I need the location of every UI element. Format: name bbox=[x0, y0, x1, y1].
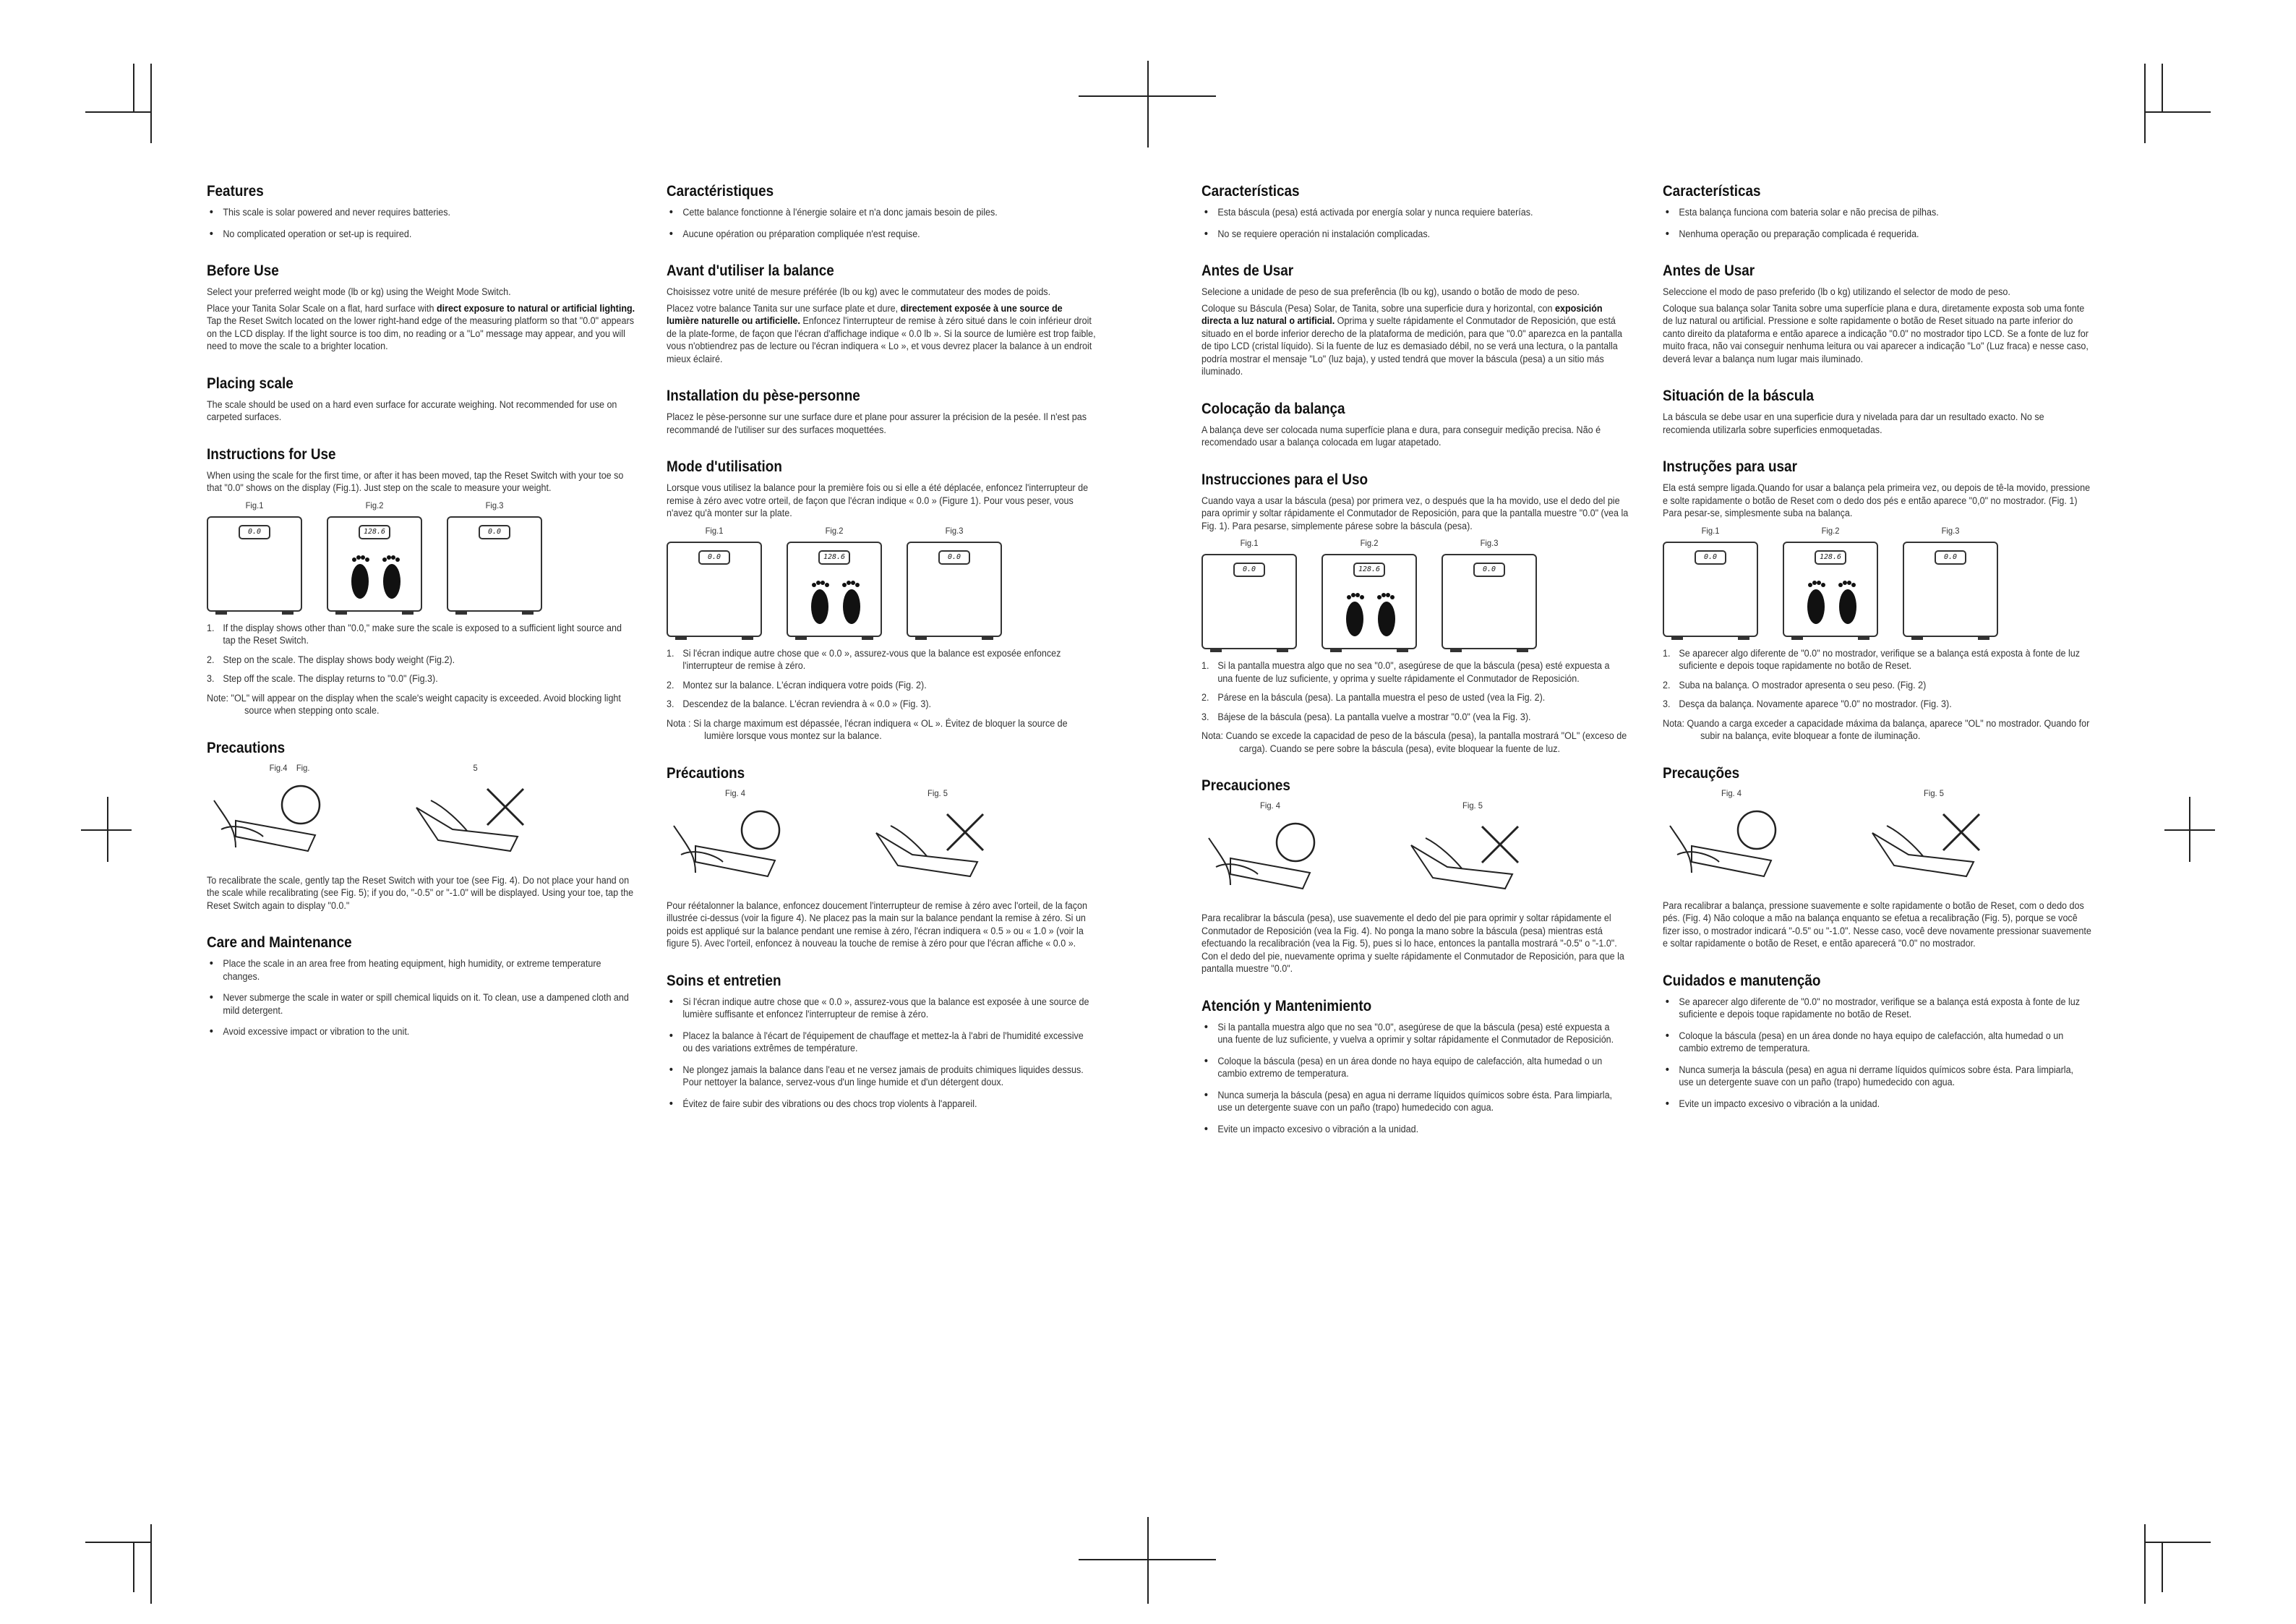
care-heading: Soins et entretien bbox=[667, 972, 781, 989]
features-heading: Características bbox=[1663, 183, 1761, 200]
figure-row bbox=[667, 526, 1100, 637]
precautions-section bbox=[667, 764, 1100, 950]
crop-mark bbox=[2144, 1524, 2146, 1604]
paragraph: Place your Tanita Solar Scale on a flat, hard surface with direct exposure to natural or artificial lighting. Tap the Reset Switch located on the lower right-hand edge of the measuring platform so that "0.0" appears on the LCD display. If the light source is too dim, no reading or a "Lo" message may appear, and you will need to move the scale to a brighter location. bbox=[207, 302, 635, 351]
list-item: • Cette balance fonctionne à l'énergie solaire et n'a donc jamais besoin de piles. bbox=[667, 206, 1090, 219]
precautions-section bbox=[1201, 777, 1635, 975]
list-item: • Avoid excessive impact or vibration to the unit. bbox=[207, 1025, 630, 1038]
list-item: • Si l'écran indique autre chose que « 0.0 », assurez-vous que la balance est exposée à une source de lumière suffisante et enfoncez l'interrupteur de remise à zéro. bbox=[667, 996, 1090, 1021]
column-portuguese bbox=[1663, 182, 2096, 1132]
crop-mark bbox=[85, 111, 152, 113]
paragraph: Placez votre balance Tanita sur une surface plate et dure, directement exposée à une source de lumière naturelle ou artificielle. Enfoncez l'interrupteur de remise à zéro situé dans le coin inférieur droit de la plate-forme, de façon que l'écran d'affichage indique « 0.0 lb ». Si la source de lumière est trop faible, vous n'obtiendrez pas de lecture ou l'écran indiquera « Lo », et vous devrez placer la balance à un endroit mieux éclairé. bbox=[667, 302, 1096, 364]
features-heading: Características bbox=[1201, 183, 1300, 200]
instructions-heading: Instructions for Use bbox=[207, 445, 336, 463]
before-use-section bbox=[1201, 262, 1635, 378]
precautions-section bbox=[207, 739, 641, 913]
list-item: • Coloque la báscula (pesa) en un área donde no haya equipo de calefacción, alta humedad o un cambio extremo de temperatura. bbox=[1201, 1055, 1625, 1080]
features-heading: Features bbox=[207, 183, 264, 200]
crop-mark bbox=[2162, 1542, 2163, 1592]
precautions-heading: Precautions bbox=[207, 739, 286, 756]
figure-3: Fig.3 0.0 bbox=[1903, 526, 1998, 637]
scale-illustration: 0.0 bbox=[447, 516, 542, 612]
figure-1: Fig.1 0.0 bbox=[207, 500, 302, 612]
list-item: 3. Descendez de la balance. L'écran reviendra à « 0.0 » (Fig. 3). bbox=[667, 698, 931, 709]
hand-press-illustration bbox=[1404, 816, 1541, 896]
paragraph: Ela está sempre ligada.Quando for usar a balança pela primeira vez, ou depois de tê-la movido, pressione e solte rapidamente o botão de Reset com o dedo dos pés e então aparece "0,0" no mostrador. (Fig. 1) Para pesar-se, simplesmente suba na balança. bbox=[1663, 482, 2091, 518]
toe-tap-illustration bbox=[1201, 816, 1339, 896]
scale-illustration: 0.0 bbox=[1442, 554, 1537, 649]
paragraph: Placez le pèse-personne sur une surface dure et plane pour assurer la précision de la pesée. Il n'est pas recommandé de l'utiliser sur des surfaces moquettées. bbox=[667, 411, 1087, 435]
paragraph: The scale should be used on a hard even surface for accurate weighing. Not recommended for use on carpeted surfaces. bbox=[207, 398, 617, 422]
list-item: 1. If the display shows other than "0.0," make sure the scale is exposed to a sufficient light source and tap the Reset Switch. bbox=[207, 622, 622, 646]
placing-section bbox=[1663, 387, 2096, 436]
footprints-icon bbox=[338, 544, 414, 609]
instructions-heading: Mode d'utilisation bbox=[667, 458, 782, 475]
column-french bbox=[667, 182, 1100, 1132]
column-spanish bbox=[1201, 182, 1635, 1157]
list-item: 3. Step off the scale. The display returns to "0.0" (Fig.3). bbox=[207, 673, 438, 684]
circle-ok-icon bbox=[282, 786, 320, 824]
scale-illustration: 0.0 bbox=[207, 516, 302, 612]
precaution-figures bbox=[1201, 800, 1635, 896]
note: Nota: Quando a carga exceder a capacidade máxima da balança, aparece "OL" no mostrador. Quando for subir na balança, evite bloquear a fonte de iluminação. bbox=[1663, 717, 2090, 741]
list-item: 1. Si l'écran indique autre chose que « 0.0 », assurez-vous que la balance est exposée enfoncez l'interrupteur de remise à zéro. bbox=[667, 647, 1061, 671]
paragraph: Choisissez votre unité de mesure préférée (lb ou kg) avec le commutateur des modes de poids. bbox=[667, 286, 1051, 297]
paragraph: Cuando vaya a usar la báscula (pesa) por primera vez, o después que la ha movido, use el dedo del pie para oprimir y soltar rápidamente el Conmutador de Reposición, para que la pantalla muestre "0.0" (vea la Fig. 1). Para pesarse, simplemente párese sobre la báscula (pesa). bbox=[1201, 495, 1629, 531]
paragraph: Coloque su Báscula (Pesa) Solar, de Tanita, sobre una superficie dura y horizontal, con exposición directa a luz natural o artificial. Oprima y suelte rápidamente el Conmutador de Reposición, que está situado en el borde inferior derecho de la plataforma de medición, para que "0.0" aparezca en la pantalla de tipo LCD (cristal líquido). Si la fuente de luz es demasiado débil, no se verá una lectura, o la pantalla podría mostrar el mensaje "Lo" (luz baja), y usted tendrá que mover la báscula (pesa) a un sitio más iluminado. bbox=[1201, 302, 1622, 377]
care-heading: Care and Maintenance bbox=[207, 934, 352, 951]
paragraph: Para recalibrar la báscula (pesa), use suavemente el dedo del pie para oprimir y soltar rápidamente el Conmutador de Reposición (vea la Fig. 4). No ponga la mano sobre la báscula (pesa) mientras está efectuando la recalibración (vea la Fig. 5), pues si lo hace, entonces la pantalla mostrará "-0.5" o "-1.0". Con el dedo del pie, nuevamente oprima y suelte rápidamente el Conmutador de Reposición, para que la pantalla muestre "0.0". bbox=[1201, 913, 1624, 974]
paragraph: Lorsque vous utilisez la balance pour la première fois ou si elle a été déplacée, enfoncez l'interrupteur de remise à zéro avec votre orteil, de façon que l'écran indique « 0.0 » (Figure 1). Pour vous peser, vous n'avez qu'à monter sur la plate. bbox=[667, 482, 1089, 518]
list-item: 1. Se aparecer algo diferente de "0.0" no mostrador, verifique se a balança está exposta à fonte de luz suficiente e depois toque rapidamente no botão de Reset. bbox=[1663, 647, 2081, 671]
figure-row bbox=[1201, 538, 1635, 649]
before-use-section bbox=[1663, 262, 2096, 365]
precaution-figures bbox=[1663, 788, 2096, 884]
hand-press-illustration bbox=[409, 779, 547, 858]
precautions-heading: Précautions bbox=[667, 764, 745, 782]
care-section bbox=[667, 972, 1100, 1111]
features-section bbox=[1663, 182, 2096, 240]
list-item: • Esta balança funciona com bateria solar e não precisa de pilhas. bbox=[1663, 206, 2086, 219]
crop-mark bbox=[133, 64, 134, 111]
registration-mark bbox=[81, 829, 132, 831]
crop-mark bbox=[2162, 64, 2163, 111]
instructions-section bbox=[667, 458, 1100, 743]
registration-mark bbox=[107, 797, 108, 862]
placing-section bbox=[1201, 400, 1635, 449]
precaution-figures bbox=[667, 788, 1100, 884]
figure-3: Fig.3 0.0 bbox=[907, 526, 1002, 637]
crop-mark bbox=[2144, 1542, 2211, 1543]
list-item: • This scale is solar powered and never requires batteries. bbox=[207, 206, 630, 219]
paragraph: Seleccione el modo de paso preferido (lb o kg) utilizando el selector de modo de peso. bbox=[1663, 286, 2010, 297]
column-english bbox=[207, 182, 641, 1060]
registration-mark bbox=[1079, 95, 1216, 97]
figure-5: Fig. 5 bbox=[869, 788, 1006, 884]
list-item: • Esta báscula (pesa) está activada por energía solar y nunca requiere baterías. bbox=[1201, 206, 1625, 219]
paragraph: Selecione a unidade de peso de sua preferência (lb ou kg), usando o botão de modo de peso. bbox=[1201, 286, 1580, 297]
paragraph: To recalibrate the scale, gently tap the Reset Switch with your toe (see Fig. 4). Do not place your hand on the scale while recalibrating (see Fig. 5); if you do, "-0.5" or "-1.0" will be displayed. Using your toe, tap the Reset Switch again to display "0.0." bbox=[207, 874, 634, 911]
cross-icon bbox=[1943, 814, 1979, 850]
scale-illustration: 0.0 bbox=[1201, 554, 1297, 649]
paragraph: Para recalibrar a balança, pressione suavemente e solte rapidamente o botão de Reset, com o dedo dos pés. (Fig. 4) Não coloque a mão na balança enquanto se efetua a recalibração (Fig. 5), porque se você fizer isso, o mostrador indicará "-0.5" ou "-1.0". Nesse caso, você deve novamente pressionar suavemente e soltar rapidamente o botão de Reset, e então aparecerá "0.0" no mostrador. bbox=[1663, 899, 2091, 949]
figure-4: Fig. 4 bbox=[1201, 800, 1339, 896]
paragraph: When using the scale for the first time, or after it has been moved, tap the Reset Switch with your toe so that "0.0" shows on the display (Fig.1). Just step on the scale to measure your weight. bbox=[207, 469, 624, 493]
list-item: 3. Desça da balança. Novamente aparece "0.0" no mostrador. (Fig. 3). bbox=[1663, 698, 1952, 709]
scale-with-feet-illustration: 128.6 bbox=[1783, 542, 1878, 637]
placing-heading: Placing scale bbox=[207, 375, 294, 392]
list-item: • Nunca sumerja la báscula (pesa) en agua ni derrame líquidos químicos sobre ésta. Para limpiarla, use un detergente suave con un paño (trapo) humedecido con agua. bbox=[1201, 1089, 1625, 1114]
placing-heading: Colocação da balança bbox=[1201, 400, 1345, 417]
features-section bbox=[667, 182, 1100, 240]
list-item: 2. Montez sur la balance. L'écran indiquera votre poids (Fig. 2). bbox=[667, 679, 927, 691]
toe-tap-illustration bbox=[1663, 804, 1800, 884]
hand-press-illustration bbox=[1865, 804, 2002, 884]
figure-4: Fig. 4 bbox=[667, 788, 804, 884]
figure-4: Fig.4 Fig. bbox=[207, 763, 344, 858]
before-use-heading: Avant d'utiliser la balance bbox=[667, 262, 834, 279]
care-heading: Cuidados e manutenção bbox=[1663, 972, 1821, 989]
care-section bbox=[1201, 997, 1635, 1136]
footprints-icon bbox=[1794, 569, 1869, 634]
list-item: • Évitez de faire subir des vibrations ou des chocs trop violents à l'appareil. bbox=[667, 1098, 1090, 1111]
list-item: 1. Si la pantalla muestra algo que no sea "0.0", asegúrese de que la báscula (pesa) esté expuesta a una fuente de luz suficiente, y oprima y suelte rápidamente el Conmutador de Reposición. bbox=[1201, 660, 1610, 684]
figure-2: Fig.2 128.6 bbox=[787, 526, 882, 637]
before-use-section bbox=[667, 262, 1100, 365]
scale-with-feet-illustration: 128.6 bbox=[787, 542, 882, 637]
figure-2: Fig.2 128.6 bbox=[327, 500, 422, 612]
hand-press-illustration bbox=[869, 804, 1006, 884]
instructions-section bbox=[207, 445, 641, 717]
features-section bbox=[1201, 182, 1635, 240]
figure-3: Fig.3 0.0 bbox=[447, 500, 542, 612]
paragraph: La báscula se debe usar en una superficie dura y nivelada para dar un resultado exacto. No se recomienda utilizarla sobre superficies enmoquetadas. bbox=[1663, 411, 2044, 435]
note: Nota : Si la charge maximum est dépassée, l'écran indiquera « OL ». Évitez de bloquer la source de lumière lorsque vous montez sur la balance. bbox=[667, 717, 1068, 741]
instructions-heading: Instruções para usar bbox=[1663, 458, 1797, 475]
placing-section bbox=[667, 387, 1100, 436]
figure-4: Fig. 4 bbox=[1663, 788, 1800, 884]
figure-1: Fig.1 0.0 bbox=[667, 526, 762, 637]
precautions-heading: Precauciones bbox=[1201, 777, 1290, 794]
list-item: 2. Step on the scale. The display shows body weight (Fig.2). bbox=[207, 654, 455, 665]
scale-with-feet-illustration: 128.6 bbox=[1322, 554, 1417, 649]
paragraph: Coloque sua balança solar Tanita sobre uma superfície plana e dura, diretamente exposta sob uma fonte de luz natural ou artificial. Pressione e solte rapidamente o botão de Reset situado na parte inferior do canto direito da plataforma e então aparece a indicação "0.0" no mostrador tipo LCD. Se a fonte de luz for muito fraca, não vai conseguir nenhuma leitura ou vai aparecer a indicação "Lo" (Luz fraca) e nesse caso, deverá levar a balança num lugar mais iluminado. bbox=[1663, 302, 2089, 364]
crop-mark bbox=[150, 1524, 152, 1604]
figure-5: Fig. 5 bbox=[1404, 800, 1541, 896]
care-section bbox=[1663, 972, 2096, 1111]
figure-3: Fig.3 0.0 bbox=[1442, 538, 1537, 649]
instructions-section bbox=[1201, 471, 1635, 756]
toe-tap-illustration bbox=[207, 779, 344, 858]
figure-1: Fig.1 0.0 bbox=[1663, 526, 1758, 637]
placing-section bbox=[207, 375, 641, 424]
care-heading: Atención y Mantenimiento bbox=[1201, 997, 1372, 1014]
list-item: • Evite un impacto excesivo o vibración a la unidad. bbox=[1201, 1123, 1625, 1136]
circle-ok-icon bbox=[1738, 811, 1775, 849]
precaution-figures bbox=[207, 763, 641, 858]
registration-mark bbox=[1147, 1517, 1149, 1604]
list-item: • Nenhuma operação ou preparação complicada é requerida. bbox=[1663, 228, 2086, 241]
figure-2: Fig.2 128.6 bbox=[1322, 538, 1417, 649]
precautions-section bbox=[1663, 764, 2096, 950]
list-item: 2. Suba na balança. O mostrador apresenta o seu peso. (Fig. 2) bbox=[1663, 679, 1927, 691]
paragraph: Select your preferred weight mode (lb or kg) using the Weight Mode Switch. bbox=[207, 286, 511, 297]
registration-mark bbox=[1147, 61, 1149, 148]
figure-1: Fig.1 0.0 bbox=[1201, 538, 1297, 649]
before-use-section bbox=[207, 262, 641, 353]
note: Note: "OL" will appear on the display when the scale's weight capacity is exceeded. Avoid blocking light source when stepping onto scale. bbox=[207, 692, 621, 716]
before-use-heading: Before Use bbox=[207, 262, 279, 279]
circle-ok-icon bbox=[1277, 824, 1314, 861]
note: Nota: Cuando se excede la capacidad de peso de la báscula (pesa), la pantalla mostrará "OL" (exceso de carga). Cuando se pere sobre la báscula (pesa), evite bloquear la fuente de luz. bbox=[1201, 730, 1627, 754]
registration-mark bbox=[1079, 1559, 1216, 1560]
list-item: • Placez la balance à l'écart de l'équipement de chauffage et mettez-la à l'abri de l'humidité excessive ou des variations extrêmes de température. bbox=[667, 1030, 1090, 1055]
scale-with-feet-illustration: 128.6 bbox=[327, 516, 422, 612]
cross-icon bbox=[487, 789, 523, 825]
footprints-icon bbox=[1333, 581, 1408, 646]
care-section bbox=[207, 933, 641, 1038]
list-item: • Evite un impacto excesivo o vibración a la unidad. bbox=[1663, 1098, 2086, 1111]
cross-icon bbox=[1482, 826, 1518, 863]
features-section bbox=[207, 182, 641, 240]
crop-mark bbox=[2144, 64, 2146, 143]
figure-5: 5 bbox=[409, 763, 547, 858]
crop-mark bbox=[150, 64, 152, 143]
crop-mark bbox=[133, 1542, 134, 1592]
list-item: 3. Bájese de la báscula (pesa). La pantalla vuelve a mostrar "0.0" (vea la Fig. 3). bbox=[1201, 711, 1531, 722]
list-item: • Aucune opération ou préparation compliquée n'est requise. bbox=[667, 228, 1090, 241]
instructions-section bbox=[1663, 458, 2096, 743]
crop-mark bbox=[2144, 111, 2211, 113]
scale-illustration: 0.0 bbox=[667, 542, 762, 637]
paragraph: A balança deve ser colocada numa superfície plana e dura, para conseguir medição precisa. Não é recomendado usar a balança colocada em lugar atapetado. bbox=[1201, 424, 1601, 448]
list-item: • Nunca sumerja la báscula (pesa) en agua ni derrame líquidos químicos sobre ésta. Para limpiarla, use un detergente suave con un paño (trapo) humedecido con agua. bbox=[1663, 1064, 2086, 1089]
scale-illustration: 0.0 bbox=[907, 542, 1002, 637]
figure-row bbox=[1663, 526, 2096, 637]
placing-heading: Installation du pèse-personne bbox=[667, 388, 860, 404]
list-item: • Si la pantalla muestra algo que no sea "0.0", asegúrese de que la báscula (pesa) esté expuesta a una fuente de luz suficiente, y vuelva a oprimir y soltar rápidamente el Conmutador de Reposición. bbox=[1201, 1021, 1625, 1046]
figure-2: Fig.2 128.6 bbox=[1783, 526, 1878, 637]
paragraph: Pour réétalonner la balance, enfoncez doucement l'interrupteur de remise à zéro avec l'orteil, de la façon illustrée ci-dessus (voir la figure 4). Ne placez pas la main sur la balance pendant la remise à zéro. Si un poids est appliqué sur la balance pendant une remise à zéro, l'écran indiquera « 0.5 » ou « 1.0 » (voir la figure 5). Avec l'orteil, enfoncez à nouveau la touche de remise à zéro pour que l'écran affiche « 0.0 ». bbox=[667, 899, 1087, 949]
instructions-heading: Instrucciones para el Uso bbox=[1201, 471, 1368, 488]
list-item: • No complicated operation or set-up is required. bbox=[207, 228, 630, 241]
toe-tap-illustration bbox=[667, 804, 804, 884]
list-item: • Place the scale in an area free from heating equipment, high humidity, or extreme temperature changes. bbox=[207, 957, 630, 983]
list-item: 2. Párese en la báscula (pesa). La pantalla muestra el peso de usted (vea la Fig. 2). bbox=[1201, 692, 1546, 703]
before-use-heading: Antes de Usar bbox=[1663, 262, 1755, 279]
list-item: • No se requiere operación ni instalación complicadas. bbox=[1201, 228, 1625, 241]
footprints-icon bbox=[798, 569, 873, 634]
registration-mark bbox=[2189, 797, 2190, 862]
list-item: • Ne plongez jamais la balance dans l'eau et ne versez jamais de produits chimiques liquides dessus. Pour nettoyer la balance, servez-vous d'un linge humide et d'un détergent doux. bbox=[667, 1064, 1090, 1089]
cross-icon bbox=[947, 814, 983, 850]
list-item: • Coloque la báscula (pesa) en un área donde no haya equipo de calefacción, alta humedad o un cambio extremo de temperatura. bbox=[1663, 1030, 2086, 1055]
scale-illustration: 0.0 bbox=[1663, 542, 1758, 637]
figure-5: Fig. 5 bbox=[1865, 788, 2002, 884]
list-item: • Se aparecer algo diferente de "0.0" no mostrador, verifique se a balança está exposta à fonte de luz suficiente e depois toque rapidamente no botão de Reset. bbox=[1663, 996, 2086, 1021]
placing-heading: Situación de la báscula bbox=[1663, 388, 1815, 404]
crop-mark bbox=[85, 1542, 152, 1543]
scale-illustration: 0.0 bbox=[1903, 542, 1998, 637]
precautions-heading: Precauções bbox=[1663, 764, 1740, 782]
figure-row bbox=[207, 500, 641, 612]
features-heading: Caractéristiques bbox=[667, 183, 774, 200]
list-item: • Never submerge the scale in water or spill chemical liquids on it. To clean, use a dampened cloth and mild detergent. bbox=[207, 991, 630, 1017]
circle-ok-icon bbox=[742, 811, 779, 849]
before-use-heading: Antes de Usar bbox=[1201, 262, 1294, 279]
